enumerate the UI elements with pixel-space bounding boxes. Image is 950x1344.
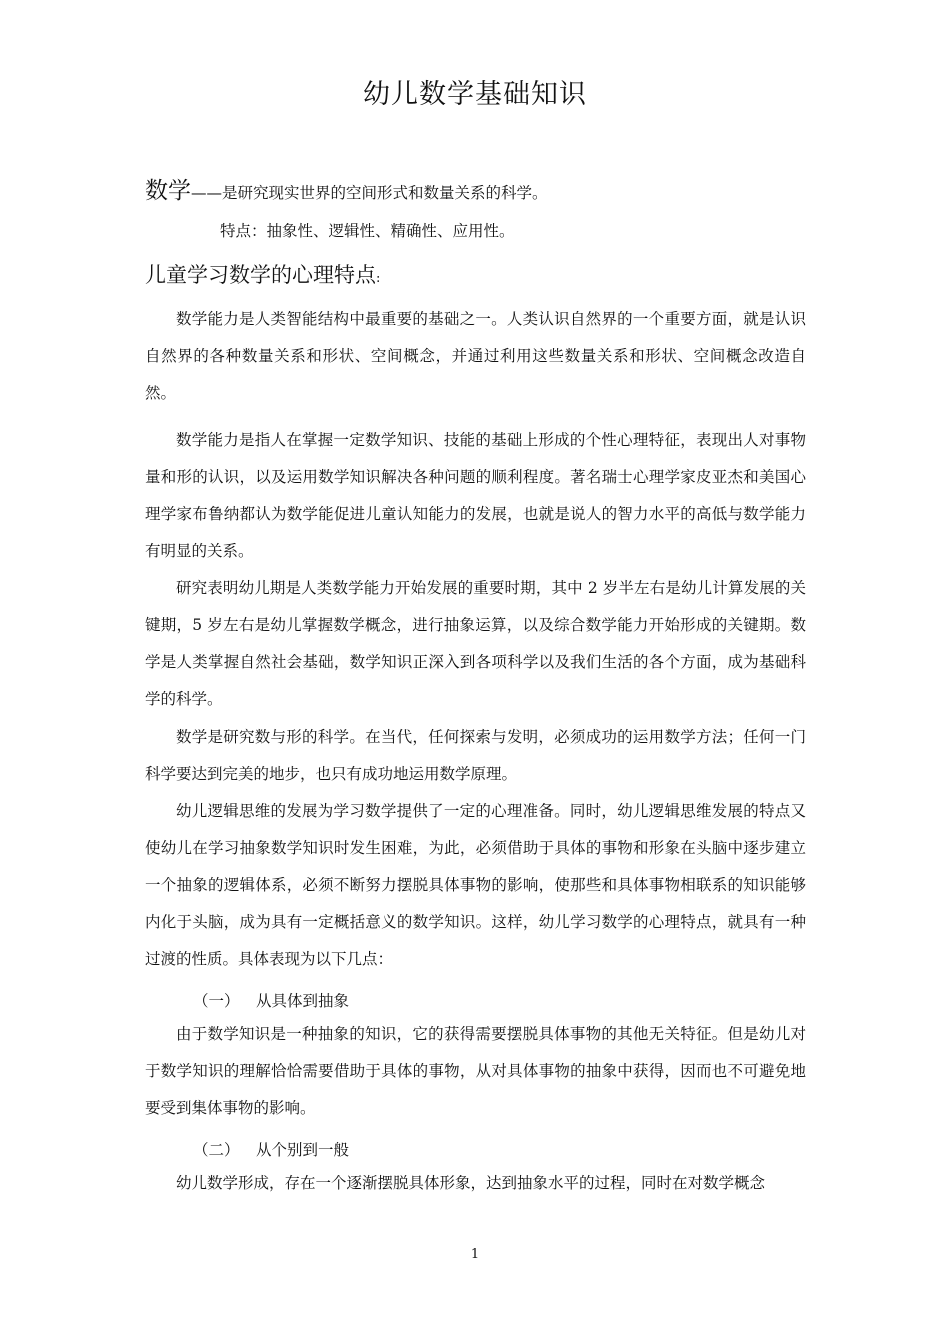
subsection-paragraph-1: 由于数学知识是一种抽象的知识，它的获得需要摆脱具体事物的其他无关特征。但是幼儿对于数学知识的理解恰恰需要借助于具体的事物，从对具体事物的抽象中获得，因而也不可避免地要受到集体事物的影响。 [145, 1025, 806, 1117]
paragraph-1: 数学能力是人类智能结构中最重要的基础之一。人类认识自然界的一个重要方面，就是认识自然界的各种数量关系和形状、空间概念，并通过利用这些数量关系和形状、空间概念改造自然。 [145, 310, 806, 402]
subsection-marker: （二） [193, 1141, 240, 1159]
subsection-heading-text: 从个别到一般 [256, 1141, 350, 1159]
features-line: 特点：抽象性、逻辑性、精确性、应用性。 [220, 222, 515, 240]
paragraph-5: 幼儿逻辑思维的发展为学习数学提供了一定的心理准备。同时，幼儿逻辑思维发展的特点又使幼儿在学习抽象数学知识时发生困难，为此，必须借助于具体的事物和形象在头脑中逐步建立一个抽象的逻辑体系，必须不断努力摆脱具体事物的影响，使那些和具体事物相联系的知识能够内化于头脑，成为具有一定概括意义的数学知识。这样，幼儿学习数学的心理特点，就具有一种过渡的性质。具体表现为以下几点： [145, 802, 806, 968]
document-title: 幼儿数学基础知识 [363, 79, 587, 110]
subsection-heading-1 [193, 989, 349, 1011]
paragraph-4: 数学是研究数与形的科学。在当代，任何探索与发明，必须成功的运用数学方法；任何一门科学要达到完美的地步，也只有成功地运用数学原理。 [145, 728, 806, 783]
subsection-heading-2 [193, 1138, 349, 1160]
subsection-marker: （一） [193, 992, 240, 1010]
paragraph-2: 数学能力是指人在掌握一定数学知识、技能的基础上形成的个性心理特征，表现出人对事物量和形的认识，以及运用数学知识解决各种问题的顺利程度。著名瑞士心理学家皮亚杰和美国心理学家布鲁纳都认为数学能促进儿童认知能力的发展，也就是说人的智力水平的高低与数学能力有明显的关系。 [145, 431, 806, 560]
paragraph-3: 研究表明幼儿期是人类数学能力开始发展的重要时期，其中 2 岁半左右是幼儿计算发展的关键期，5 岁左右是幼儿掌握数学概念，进行抽象运算，以及综合数学能力开始形成的关键期。数学是人类掌握自然社会基础，数学知识正深入到各项科学以及我们生活的各个方面，成为基础科学的科学。 [145, 579, 806, 708]
section-heading-colon: : [376, 271, 381, 286]
subsection-paragraph-2: 幼儿数学形成，存在一个逐渐摆脱具体形象，达到抽象水平的过程，同时在对数学概念 [176, 1174, 766, 1192]
page-number: 1 [470, 1247, 480, 1262]
section-heading [145, 259, 380, 289]
definition-term: 数学 [145, 178, 191, 204]
section-heading-text: 儿童学习数学的心理特点 [145, 263, 376, 287]
definition-text: ——是研究现实世界的空间形式和数量关系的科学。 [191, 184, 548, 202]
definition-line [145, 172, 548, 205]
subsection-heading-text: 从具体到抽象 [256, 992, 350, 1010]
